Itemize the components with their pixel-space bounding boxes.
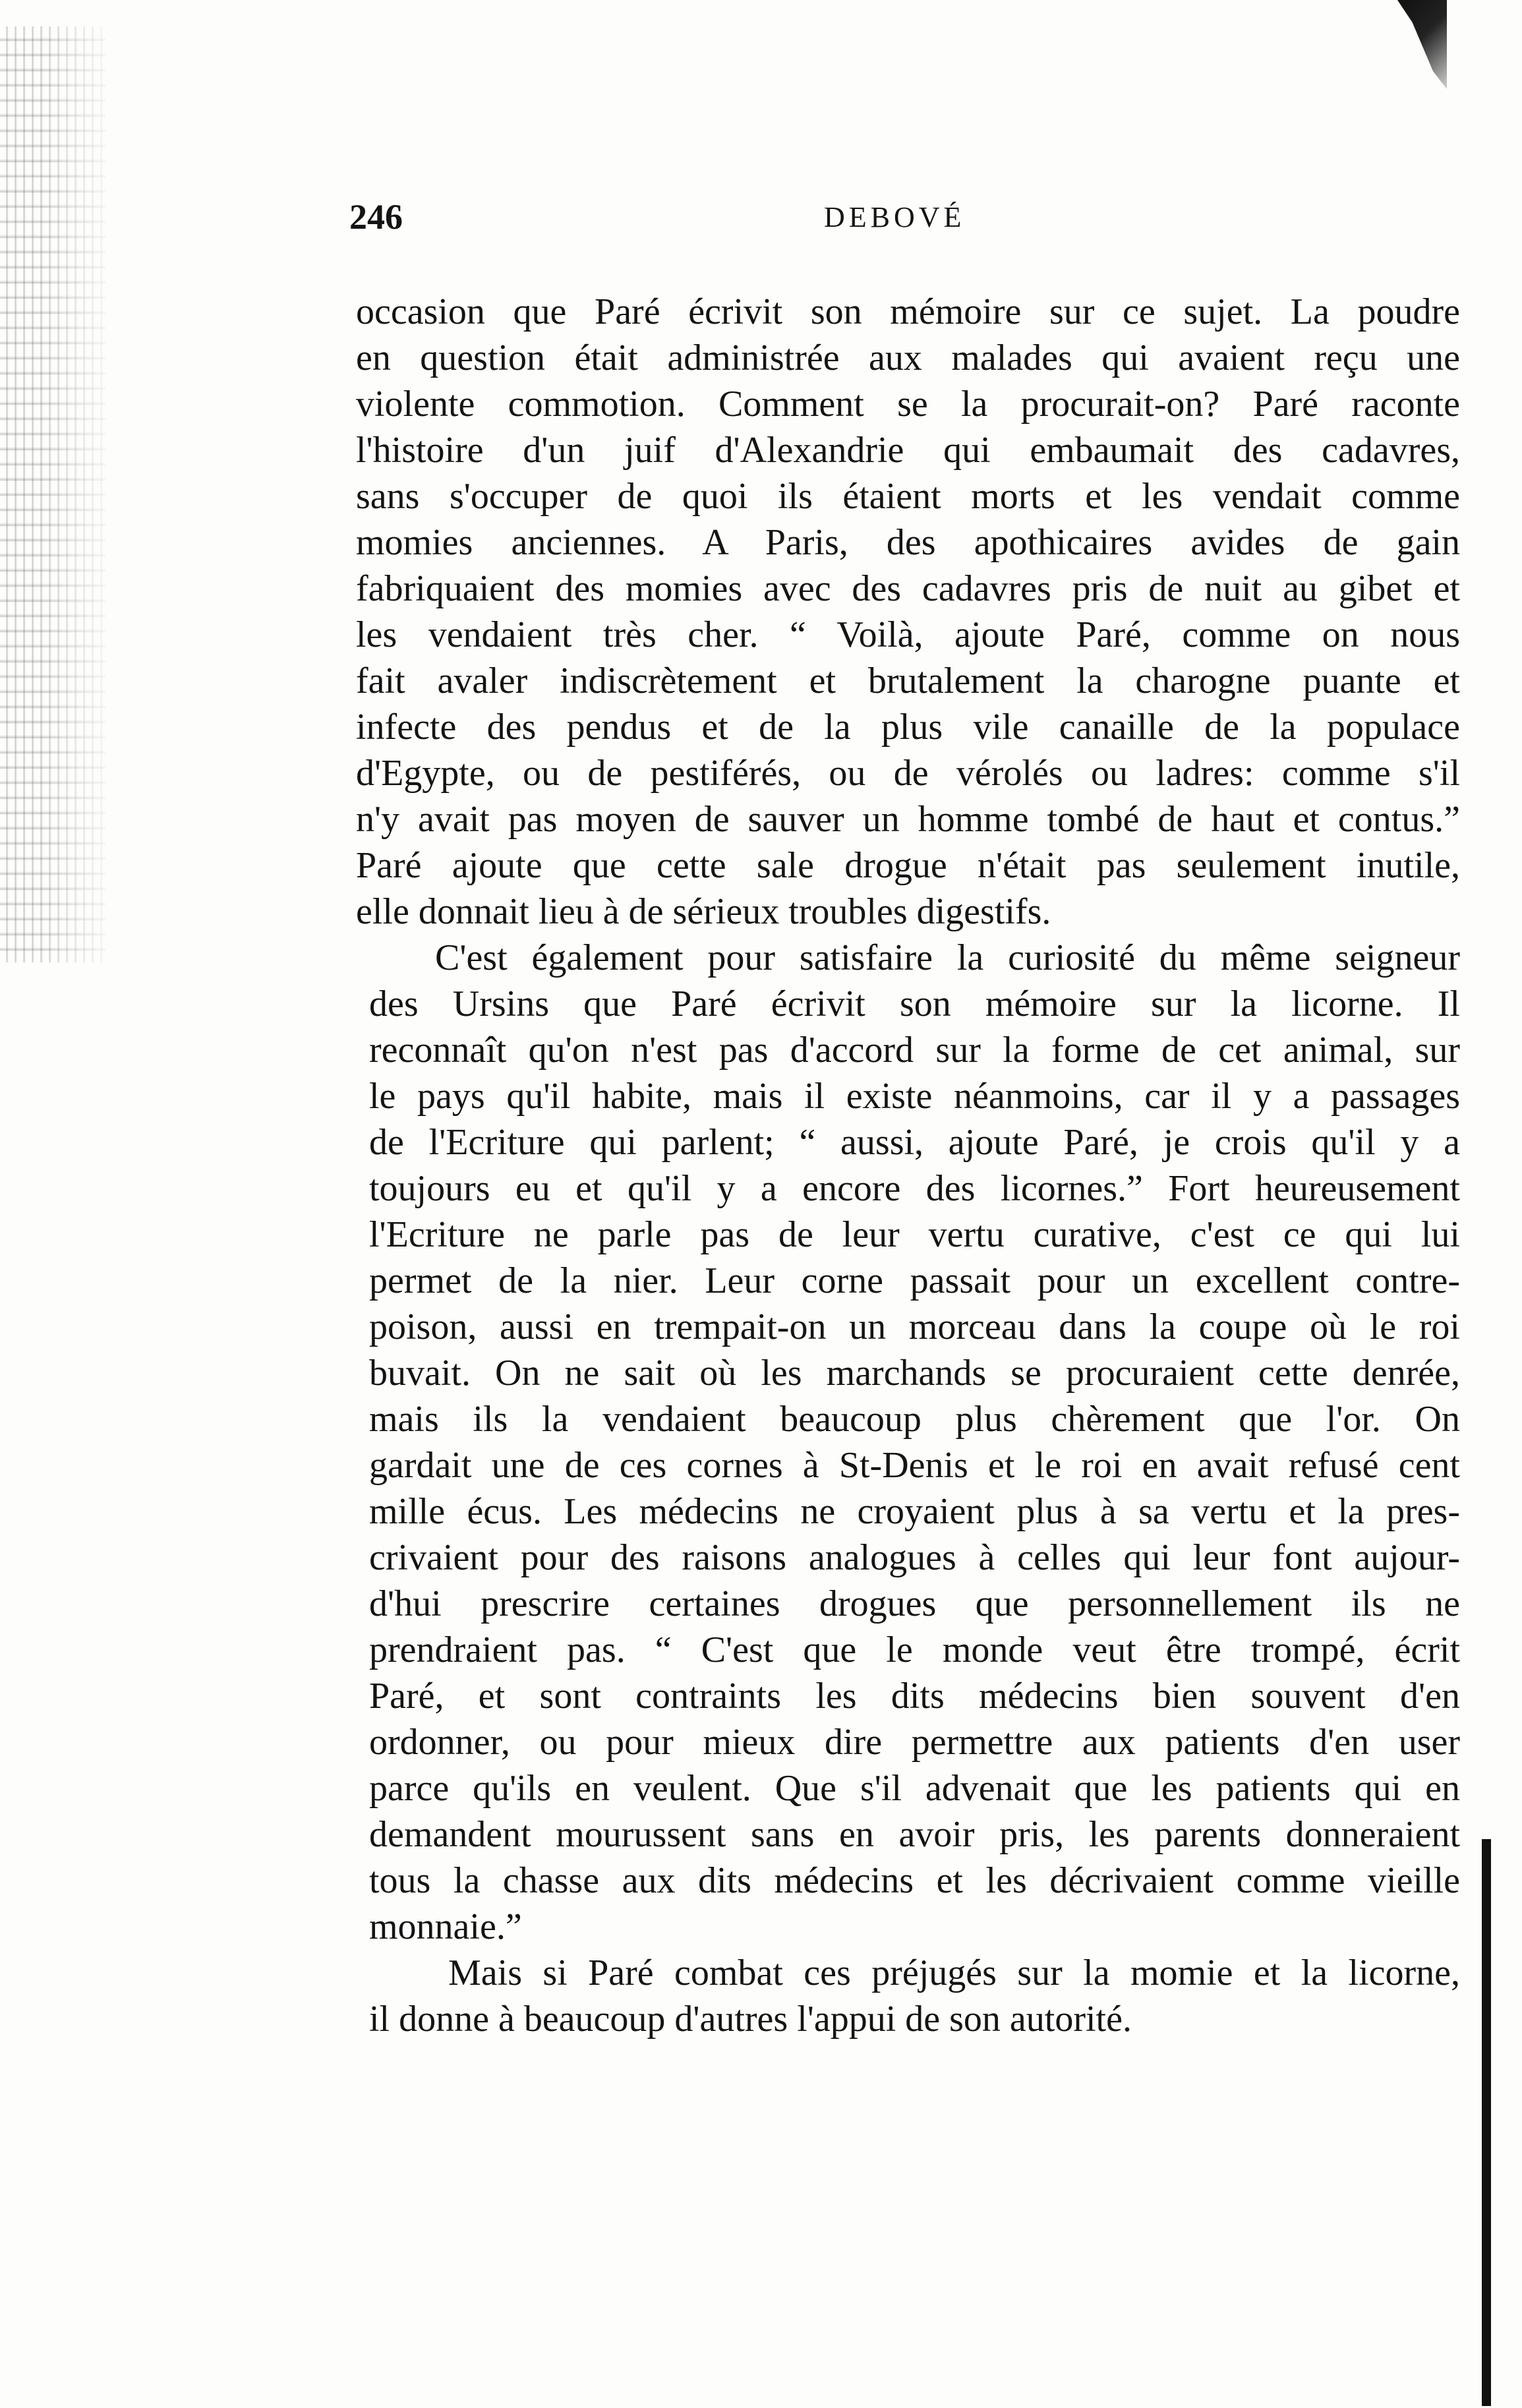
text-line: Paré ajoute que cette sale drogue n'était pas seulement inutile, (356, 845, 1460, 886)
running-head: DEBOVÉ (824, 201, 966, 233)
text-line: toujours eu et qu'il y a encore des licornes.” Fort heureusement (369, 1168, 1460, 1209)
text-line: l'Ecriture ne parle pas de leur vertu curative, c'est ce qui lui (369, 1214, 1460, 1255)
text-line: de l'Ecriture qui parlent; “ aussi, ajoute Paré, je crois qu'il y a (369, 1122, 1460, 1163)
text-line: en question était administrée aux malades qui avaient reçu une (356, 338, 1460, 378)
text-line: tous la chasse aux dits médecins et les décrivaient comme vieille (369, 1860, 1460, 1901)
text-line: des Ursins que Paré écrivit son mémoire sur la licorne. Il (369, 984, 1460, 1024)
text-line: C'est également pour satisfaire la curiosité du même seigneur (435, 937, 1460, 978)
text-line: infecte des pendus et de la plus vile canaille de la populace (356, 707, 1460, 748)
text-line: elle donnait lieu à de sérieux troubles digestifs. (356, 891, 1051, 932)
text-line: l'histoire d'un juif d'Alexandrie qui embaumait des cadavres, (356, 430, 1460, 471)
text-line: les vendaient très cher. “ Voilà, ajoute Paré, comme on nous (356, 614, 1460, 655)
text-line: mille écus. Les médecins ne croyaient plus à sa vertu et la pres- (369, 1491, 1460, 1532)
text-line: crivaient pour des raisons analogues à celles qui leur font aujour- (369, 1537, 1460, 1578)
text-line: monnaie.” (369, 1906, 522, 1947)
text-line: prendraient pas. “ C'est que le monde veut être trompé, écrit (369, 1630, 1460, 1670)
text-line: reconnaît qu'on n'est pas d'accord sur la forme de cet animal, sur (369, 1030, 1460, 1071)
text-line: d'hui prescrire certaines drogues que personnellement ils ne (369, 1583, 1460, 1624)
text-line: il donne à beaucoup d'autres l'appui de son autorité. (369, 1999, 1132, 2040)
text-line: Mais si Paré combat ces préjugés sur la momie et la licorne, (448, 1953, 1460, 1993)
text-line: le pays qu'il habite, mais il existe néanmoins, car il y a passages (369, 1076, 1460, 1117)
text-line: fabriquaient des momies avec des cadavres pris de nuit au gibet et (356, 568, 1460, 609)
text-line: violente commotion. Comment se la procurait-on? Paré raconte (356, 384, 1460, 425)
text-line: permet de la nier. Leur corne passait pour un excellent contre- (369, 1260, 1460, 1301)
text-line: ordonner, ou pour mieux dire permettre aux patients d'en user (369, 1722, 1460, 1763)
text-line: Paré, et sont contraints les dits médecins bien souvent d'en (369, 1676, 1460, 1717)
text-line: fait avaler indiscrètement et brutalement la charogne puante et (356, 661, 1460, 701)
text-line: n'y avait pas moyen de sauver un homme tombé de haut et contus.” (356, 799, 1460, 840)
page-number: 246 (349, 197, 403, 237)
text-line: gardait une de ces cornes à St-Denis et le roi en avait refusé cent (369, 1445, 1460, 1486)
text-line: occasion que Paré écrivit son mémoire sur ce sujet. La poudre (356, 291, 1460, 332)
text-line: mais ils la vendaient beaucoup plus chèrement que l'or. On (369, 1399, 1460, 1440)
text-line: parce qu'ils en veulent. Que s'il advenait que les patients qui en (369, 1768, 1460, 1809)
text-line: momies anciennes. A Paris, des apothicaires avides de gain (356, 522, 1460, 563)
text-line: buvait. On ne sait où les marchands se procuraient cette denrée, (369, 1353, 1460, 1394)
text-line: demandent mourussent sans en avoir pris, les parents donneraient (369, 1814, 1460, 1855)
text-line: sans s'occuper de quoi ils étaient morts et les vendait comme (356, 476, 1460, 517)
text-line: d'Egypte, ou de pestiférés, ou de vérolés ou ladres: comme s'il (356, 753, 1460, 794)
text-line: poison, aussi en trempait-on un morceau dans la coupe où le roi (369, 1307, 1460, 1347)
